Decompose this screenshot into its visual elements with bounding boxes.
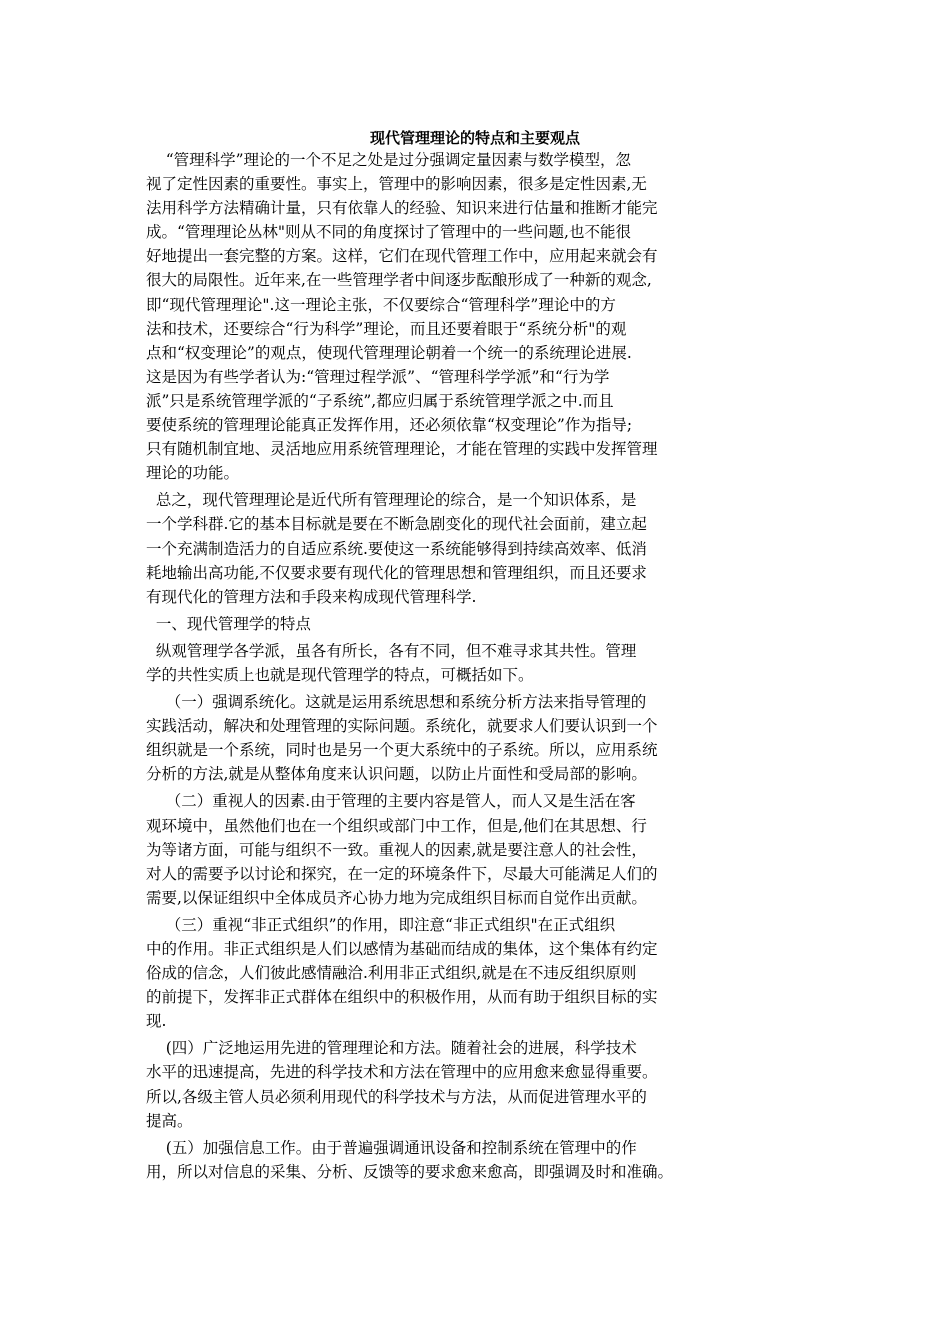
text-line: 水平的迅速提高，先进的科学技术和方法在管理中的应用愈来愈显得重要。 [146,1063,658,1082]
text-line: （二）重视人的因素.由于管理的主要内容是管人，而人又是生活在客 [146,792,636,811]
text-line: 学的共性实质上也就是现代管理学的特点，可概括如下。 [146,665,534,684]
text-line: 纵观管理学各学派，虽各有所长，各有不同，但不难寻求其共性。管理 [146,641,637,660]
text-line: “管理科学”理论的一个不足之处是过分强调定量因素与数学模型，忽 [146,151,632,169]
text-line: 俗成的信念，人们彼此感情融洽.利用非正式组织,就是在不违反组织原则 [146,964,637,983]
text-line: 分析的方法,就是从整体角度来认识问题，以防止片面性和受局部的影响。 [146,765,647,784]
text-line: 视了定性因素的重要性。事实上，管理中的影响因素，很多是定性因素,无 [146,175,647,194]
text-line: 实践活动，解决和处理管理的实际问题。系统化，就要求人们要认识到一个 [146,717,658,736]
text-line: 法和技术，还要综合“行为科学”理论，而且还要着眼于“系统分析"的观 [146,319,627,338]
text-line: 所以,各级主管人员必须利用现代的科学技术与方法，从而促进管理水平的 [146,1087,647,1106]
text-line: 现. [146,1012,167,1031]
text-line: 组织就是一个系统，同时也是另一个更大系统中的子系统。所以，应用系统 [146,741,658,760]
document-body [146,148,726,1184]
text-line: 成。“管理理论丛林"则从不同的角度探讨了管理中的一些问题,也不能很 [146,223,631,242]
text-line: 中的作用。非正式组织是人们以感情为基础而结成的集体，这个集体有约定 [146,940,658,958]
text-line: 为等诸方面，可能与组织不一致。重视人的因素,就是要注意人的社会性， [146,840,647,859]
text-line: 这是因为有些学者认为:“管理过程学派”、“管理科学学派”和“行为学 [146,367,610,386]
text-line: 总之，现代管理理论是近代所有管理理论的综合，是一个知识体系，是 [146,491,637,510]
text-line: 对人的需要予以讨论和探究，在一定的环境条件下，尽最大可能满足人们的 [146,864,658,883]
text-line: 一个学科群.它的基本目标就是要在不断急剧变化的现代社会面前，建立起 [146,515,647,534]
text-line: 点和“权变理论”的观点，使现代管理理论朝着一个统一的系统理论进展. [146,343,632,362]
text-line: 一、现代管理学的特点 [146,614,311,633]
text-line: 好地提出一套完整的方案。这样，它们在现代管理工作中，应用起来就会有 [146,247,658,266]
text-line: 耗地输出高功能,不仅要求要有现代化的管理思想和管理组织，而且还要求 [146,563,647,582]
text-line: 理论的功能。 [146,464,240,483]
text-line: 法用科学方法精确计量，只有依靠人的经验、知识来进行估量和推断才能完 [146,199,658,218]
text-line: 要使系统的管理理论能真正发挥作用，还必须依靠“权变理论”作为指导; [146,416,633,435]
text-line: 提高。 [146,1111,193,1130]
text-line: 派”只是系统管理学派的“子系统”,都应归属于系统管理学派之中.而且 [146,391,614,410]
text-line: （三）重视“非正式组织”的作用，即注意“非正式组织"在正式组织 [146,915,616,934]
text-line: 有现代化的管理方法和手段来构成现代管理科学. [146,587,477,606]
text-line: 观环境中，虽然他们也在一个组织或部门中工作，但是,他们在其思想、行 [146,816,647,835]
text-line: 一个充满制造活力的自适应系统.要使这一系统能够得到持续高效率、低消 [146,539,647,558]
text-line: (五）加强信息工作。由于普遍强调通讯设备和控制系统在管理中的作 [146,1138,637,1157]
text-line: 很大的局限性。近年来,在一些管理学者中间逐步酝酿形成了一种新的观念, [146,271,652,290]
text-line: 需要,以保证组织中全体成员齐心协力地为完成组织目标而自觉作出贡献。 [146,888,647,907]
text-line: （一）强调系统化。这就是运用系统思想和系统分析方法来指导管理的 [146,693,647,712]
text-line: 只有随机制宜地、灵活地应用系统管理理论，才能在管理的实践中发挥管理 [146,440,658,459]
document-title: 现代管理理论的特点和主要观点 [369,129,580,147]
text-line: 用，所以对信息的采集、分析、反馈等的要求愈来愈高，即强调及时和准确。 [146,1162,674,1181]
text-line: 的前提下，发挥非正式群体在组织中的积极作用，从而有助于组织目标的实 [146,988,658,1007]
text-line: (四）广泛地运用先进的管理理论和方法。随着社会的进展，科学技术 [146,1039,637,1058]
text-line: 即“现代管理理论".这一理论主张，不仅要综合“管理科学”理论中的方 [146,295,616,314]
